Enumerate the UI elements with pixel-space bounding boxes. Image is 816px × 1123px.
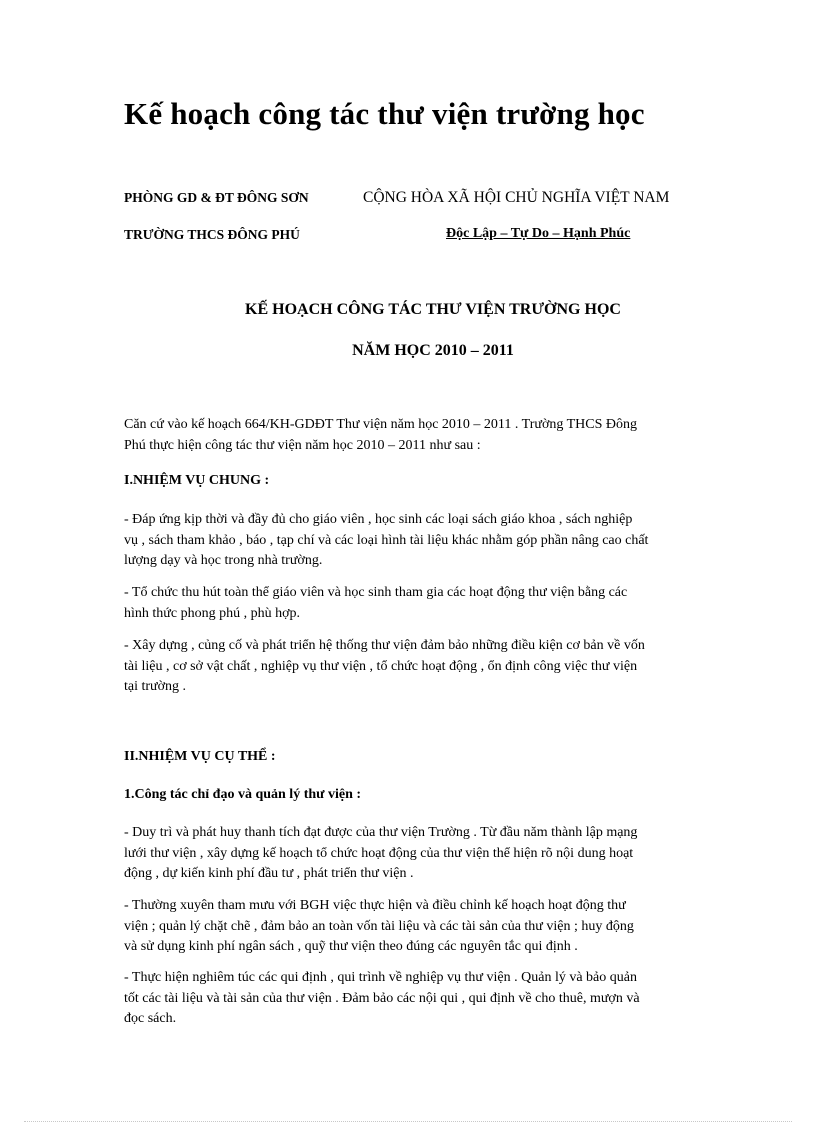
text-line: tốt các tài liệu và tài sản của thư viện . Đảm bảo các nội qui , qui định về cho thuê, mượn và xyxy=(124,990,640,1006)
section-1-heading: I.NHIỆM VỤ CHUNG : xyxy=(124,473,270,488)
text-line: - Tổ chức thu hút toàn thể giáo viên và học sinh tham gia các hoạt động thư viện bằng các xyxy=(124,585,628,600)
header-department: PHÒNG GD & ĐT ĐÔNG SƠN xyxy=(124,190,309,205)
section-1-paragraph-2 xyxy=(124,583,764,624)
text-line: hình thức phong phú , phù hợp. xyxy=(124,605,300,621)
text-line: và sử dụng kinh phí ngân sách , quỹ thư viện theo đúng các nguyên tắc qui định . xyxy=(124,939,578,954)
text-line: lượng dạy và học trong nhà trường. xyxy=(124,553,323,568)
header-school: TRƯỜNG THCS ĐÔNG PHÚ xyxy=(124,227,300,242)
text-line: - Xây dựng , củng cố và phát triển hệ thống thư viện đảm bảo những điều kiện cơ bản về vốn xyxy=(124,638,645,653)
text-line: viện ; quản lý chặt chẽ , đảm bảo an toàn vốn tài liệu và các tài sản của thư viện ; huy động xyxy=(124,918,634,934)
text-line: - Thực hiện nghiêm túc các qui định , qui trình về nghiệp vụ thư viện . Quản lý và bảo quản xyxy=(124,970,637,985)
text-line: vụ , sách tham khảo , báo , tạp chí và các loại hình tài liệu khác nhằm góp phần nâng cao chất xyxy=(124,532,649,548)
text-line: đọc sách. xyxy=(124,1011,177,1026)
text-line: tại trường . xyxy=(124,679,187,694)
text-line: Căn cứ vào kế hoạch 664/KH-GDĐT Thư viện năm học 2010 – 2011 . Trường THCS Đông xyxy=(124,417,638,432)
text-line: Phú thực hiện công tác thư viện năm học 2010 – 2011 như sau : xyxy=(124,437,481,453)
text-line: - Đáp ứng kịp thời và đầy đủ cho giáo viên , học sinh các loại sách giáo khoa , sách nghiệp xyxy=(124,512,633,527)
text-line: - Thường xuyên tham mưu với BGH việc thực hiện và điều chỉnh kế hoạch hoạt động thư xyxy=(124,898,626,913)
header-motto: Độc Lập – Tự Do – Hạnh Phúc xyxy=(446,226,631,241)
subsection-1-paragraph-3 xyxy=(124,968,764,1030)
text-line: động , dự kiến kinh phí đầu tư , phát triển thư viện . xyxy=(124,866,414,881)
document-title: Kế hoạch công tác thư viện trường học xyxy=(124,96,645,131)
text-line: tài liệu , cơ sở vật chất , nghiệp vụ thư viện , tổ chức hoạt động , ổn định công việc thư viện xyxy=(124,658,638,674)
text-line: - Duy trì và phát huy thanh tích đạt được của thư viện Trường . Từ đầu năm thành lập mạng xyxy=(124,825,638,840)
text-line: lưới thư viện , xây dựng kế hoạch tổ chức hoạt động của thư viện thể hiện rõ nội dung hoạt xyxy=(124,845,634,861)
page-bottom-divider xyxy=(24,1121,792,1122)
intro-paragraph xyxy=(124,415,764,456)
plan-title: KẾ HOẠCH CÔNG TÁC THƯ VIỆN TRƯỜNG HỌC xyxy=(245,301,621,318)
subsection-1-heading: 1.Công tác chỉ đạo và quản lý thư viện : xyxy=(124,787,362,802)
plan-school-year: NĂM HỌC 2010 – 2011 xyxy=(352,342,514,359)
section-1-paragraph-1 xyxy=(124,510,764,572)
section-2-heading: II.NHIỆM VỤ CỤ THỂ : xyxy=(124,749,276,764)
header-country: CỘNG HÒA XÃ HỘI CHỦ NGHĨA VIỆT NAM xyxy=(363,189,670,206)
section-1-paragraph-3 xyxy=(124,636,764,698)
subsection-1-paragraph-2 xyxy=(124,896,764,958)
subsection-1-paragraph-1 xyxy=(124,823,764,885)
